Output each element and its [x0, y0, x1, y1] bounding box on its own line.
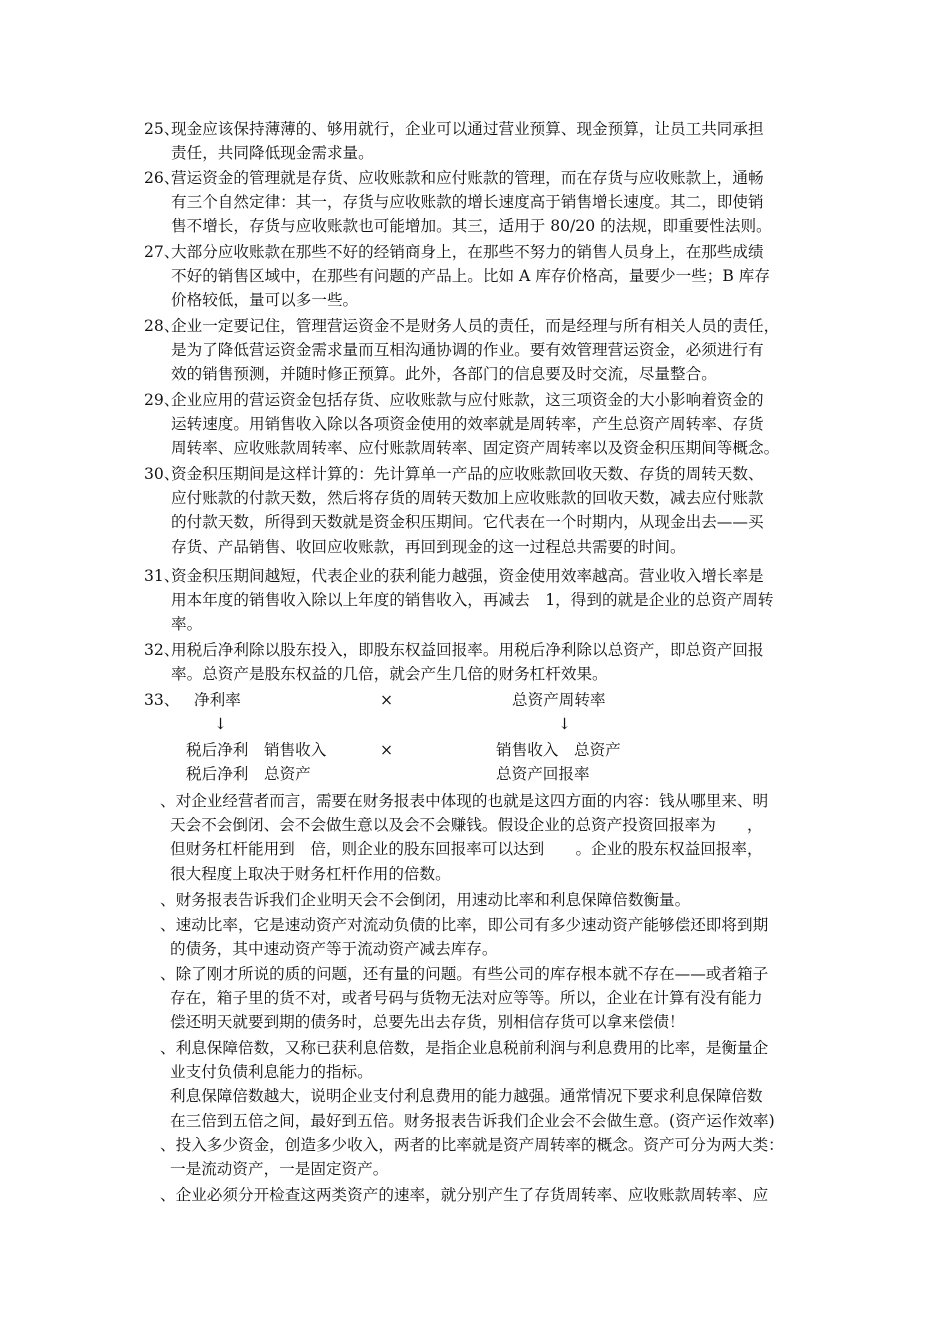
item-line: 资金积压期间越短，代表企业的获利能力越强，资金使用效率越高。营业收入增长率是	[171, 567, 764, 585]
formula-row3-left: 税后净利 总资产	[186, 765, 311, 783]
item-line: 应付账款的付款天数，然后将存货的周转天数加上应收账款的回收天数，减去应付账款	[171, 489, 764, 508]
item-line: 企业应用的营运资金包括存货、应收账款与应付账款，这三项资金的大小影响着资金的	[171, 391, 764, 409]
paragraph-line: 在三倍到五倍之间，最好到五倍。财务报表告诉我们企业会不会做生意。(资产运作效率)	[170, 1111, 775, 1130]
down-arrow-icon: ↓	[214, 715, 228, 733]
list-item-32	[144, 638, 814, 686]
paragraph-line: 偿还明天就要到期的债务时，总要先出去存货，别相信存货可以拿来偿债！	[170, 1013, 685, 1032]
paragraph-line: 很大程度上取决于财务杠杆作用的倍数。	[170, 864, 451, 883]
down-arrow-icon: ↓	[558, 715, 572, 733]
paragraph-bankruptcy	[160, 888, 820, 912]
item-number: 29、	[144, 391, 180, 409]
paragraph-line: 天会不会倒闭、会不会做生意以及会不会赚钱。假设企业的总资产投资回报率为 ，	[170, 816, 763, 835]
paragraph-asset-turnover	[160, 1133, 820, 1181]
formula-times-sign: ×	[380, 691, 394, 709]
paragraph-quick-ratio	[160, 913, 820, 961]
paragraph-line: 、企业必须分开检查这两类资产的速率，就分别产生了存货周转率、应收账款周转率、应	[160, 1186, 769, 1204]
paragraph-line: 业支付负债利息能力的指标。	[170, 1063, 373, 1082]
item-line: 率。	[171, 615, 203, 634]
paragraph-two-asset-types	[160, 1183, 820, 1207]
item-line: 责任，共同降低现金需求量。	[171, 144, 374, 163]
item-line: 售不增长，存货与应收账款也可能增加。其三，适用于 80/20 的法规，即重要性法则。	[171, 217, 772, 236]
paragraph-inventory	[160, 962, 820, 1035]
item-line: 有三个自然定律：其一，存货与应收账款的增长速度高于销售增长速度。其二，即使销	[171, 193, 764, 212]
formula-net-margin: 净利率	[194, 691, 241, 709]
paragraph-line: 但财务杠杆能用到 倍，则企业的股东回报率可以达到 。企业的股东权益回报率，	[170, 840, 763, 859]
list-item-28	[144, 314, 814, 387]
list-item-29	[144, 388, 814, 461]
paragraph-line: 、除了刚才所说的质的问题，还有量的问题。有些公司的库存根本就不存在——或者箱子	[160, 965, 769, 983]
paragraph-line: 、对企业经营者而言，需要在财务报表中体现的也就是这四方面的内容：钱从哪里来、明	[160, 792, 769, 810]
item-line: 是为了降低营运资金需求量而互相沟通协调的作业。要有效管理营运资金，必须进行有	[171, 341, 764, 360]
item-line: 的付款天数，所得到天数就是资金积压期间。它代表在一个时期内，从现金出去——买	[171, 513, 764, 532]
item-line: 大部分应收账款在那些不好的经销商身上，在那些不努力的销售人员身上，在那些成绩	[171, 243, 764, 261]
item-line: 不好的销售区域中，在那些有问题的产品上。比如 A 库存价格高，量要少一些；B 库存	[171, 267, 770, 286]
item-line: 资金积压期间是这样计算的：先计算单一产品的应收账款回收天数、存货的周转天数、	[171, 465, 764, 483]
paragraph-line: 、利息保障倍数，又称已获利息倍数，是指企业息税前利润与利息费用的比率，是衡量企	[160, 1039, 769, 1057]
list-item-30	[144, 462, 814, 559]
item-number: 31、	[144, 567, 180, 585]
item-line: 用税后净利除以股东投入，即股东权益回报率。用税后净利除以总资产，即总资产回报	[171, 641, 764, 659]
list-item-25	[144, 117, 814, 165]
list-item-26	[144, 166, 814, 239]
item-line: 价格较低，量可以多一些。	[171, 291, 359, 310]
item-number: 25、	[144, 120, 180, 138]
formula-asset-turnover: 总资产周转率	[512, 691, 606, 709]
list-item-27	[144, 240, 814, 313]
paragraph-line: 利息保障倍数越大，说明企业支付利息费用的能力越强。通常情况下要求利息保障倍数	[170, 1087, 763, 1106]
item-line: 周转率、应收账款周转率、应付账款周转率、固定资产周转率以及资金积压期间等概念。	[171, 439, 780, 458]
item-line: 率。总资产是股东权益的几倍，就会产生几倍的财务杠杆效果。	[171, 665, 608, 684]
list-item-31	[144, 564, 814, 637]
paragraph-line: 的债务，其中速动资产等于流动资产减去库存。	[170, 940, 498, 959]
paragraph-four-aspects	[160, 789, 820, 886]
paragraph-interest-coverage	[160, 1036, 820, 1133]
item-number: 30、	[144, 465, 180, 483]
item-number: 27、	[144, 243, 180, 261]
paragraph-line: 存在，箱子里的货不对，或者号码与货物无法对应等等。所以，企业在计算有没有能力	[170, 989, 763, 1008]
paragraph-line: 一是流动资产，一是固定资产。	[170, 1160, 389, 1179]
item-number: 28、	[144, 317, 180, 335]
item-line: 营运资金的管理就是存货、应收账款和应付账款的管理，而在存货与应收账款上，通畅	[171, 169, 764, 187]
formula-row2-left: 税后净利 销售收入	[186, 741, 327, 759]
formula-times-sign: ×	[380, 741, 394, 759]
formula-row3-right: 总资产回报率	[496, 765, 590, 783]
paragraph-line: 、速动比率，它是速动资产对流动负债的比率，即公司有多少速动资产能够偿还即将到期	[160, 916, 769, 934]
item-line: 存货、产品销售、收回应收账款，再回到现金的这一过程总共需要的时间。	[171, 537, 686, 556]
item-number: 26、	[144, 169, 180, 187]
item-line: 用本年度的销售收入除以上年度的销售收入，再减去 1，得到的就是企业的总资产周转	[171, 591, 774, 610]
formula-row2-right: 销售收入 总资产	[496, 741, 621, 759]
item-line: 现金应该保持薄薄的、够用就行，企业可以通过营业预算、现金预算，让员工共同承担	[171, 120, 764, 138]
paragraph-line: 、投入多少资金，创造多少收入，两者的比率就是资产周转率的概念。资产可分为两大类：	[160, 1136, 784, 1154]
paragraph-line: 、财务报表告诉我们企业明天会不会倒闭，用速动比率和利息保障倍数衡量。	[160, 891, 691, 909]
item-line: 企业一定要记住，管理营运资金不是财务人员的责任，而是经理与所有相关人员的责任，	[171, 317, 780, 335]
item-line: 效的销售预测，并随时修正预算。此外，各部门的信息要及时交流，尽量整合。	[171, 365, 717, 384]
item-number: 32、	[144, 641, 180, 659]
item-line: 运转速度。用销售收入除以各项资金使用的效率就是周转率，产生总资产周转率、存货	[171, 415, 764, 434]
item-number: 33、	[144, 691, 180, 709]
